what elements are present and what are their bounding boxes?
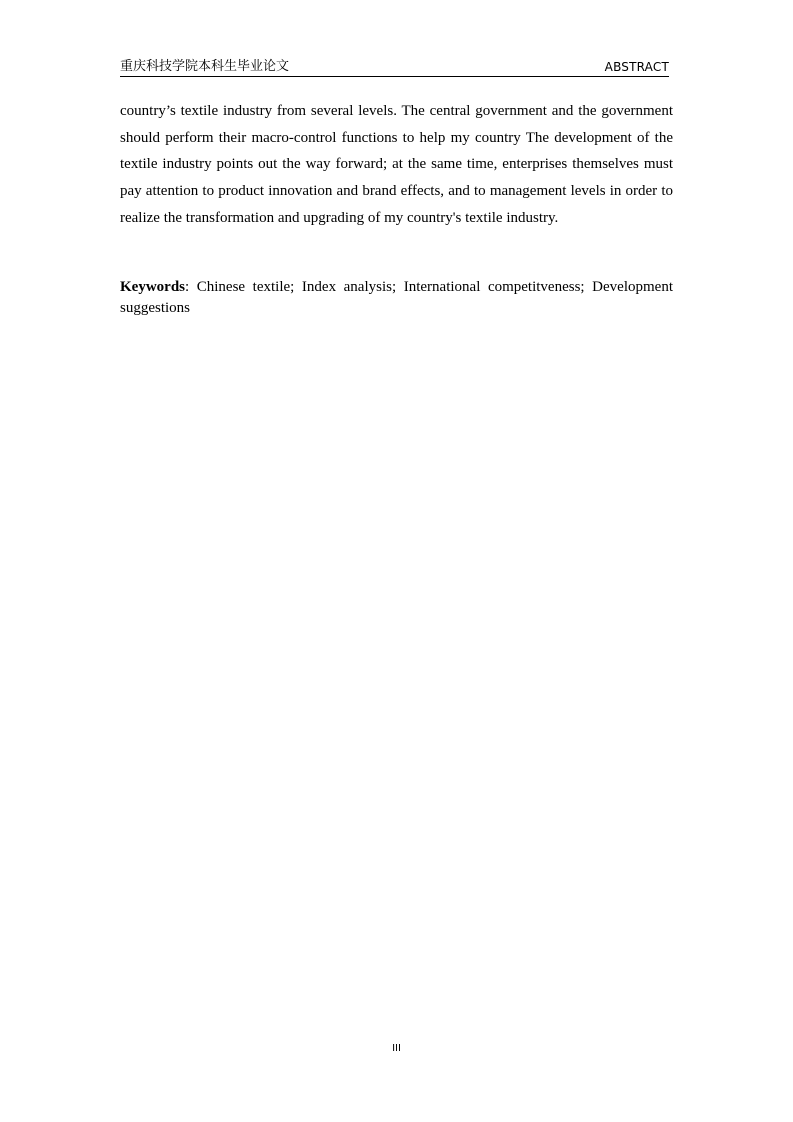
keywords-line xyxy=(120,277,673,319)
keywords-label: Keywords xyxy=(120,279,185,295)
keywords-text: Chinese textile; Index analysis; International competitveness; Development suggestions xyxy=(120,279,673,316)
keywords-separator: : xyxy=(185,279,190,295)
page-header xyxy=(120,58,669,77)
abstract-paragraph: country’s textile industry from several levels. The central government and the government should perform their macro-control functions to help my country The development of the textile industry points out the way forward; at the same time, enterprises themselves must pay attention to product innovation and brand effects, and to management levels in order to realize the transformation and upgrading of my country's textile industry. xyxy=(120,103,673,226)
header-thesis-title: 重庆科技学院本科生毕业论文 xyxy=(120,59,290,74)
page-number: III xyxy=(392,1043,401,1054)
header-section-title: ABSTRACT xyxy=(604,60,669,74)
